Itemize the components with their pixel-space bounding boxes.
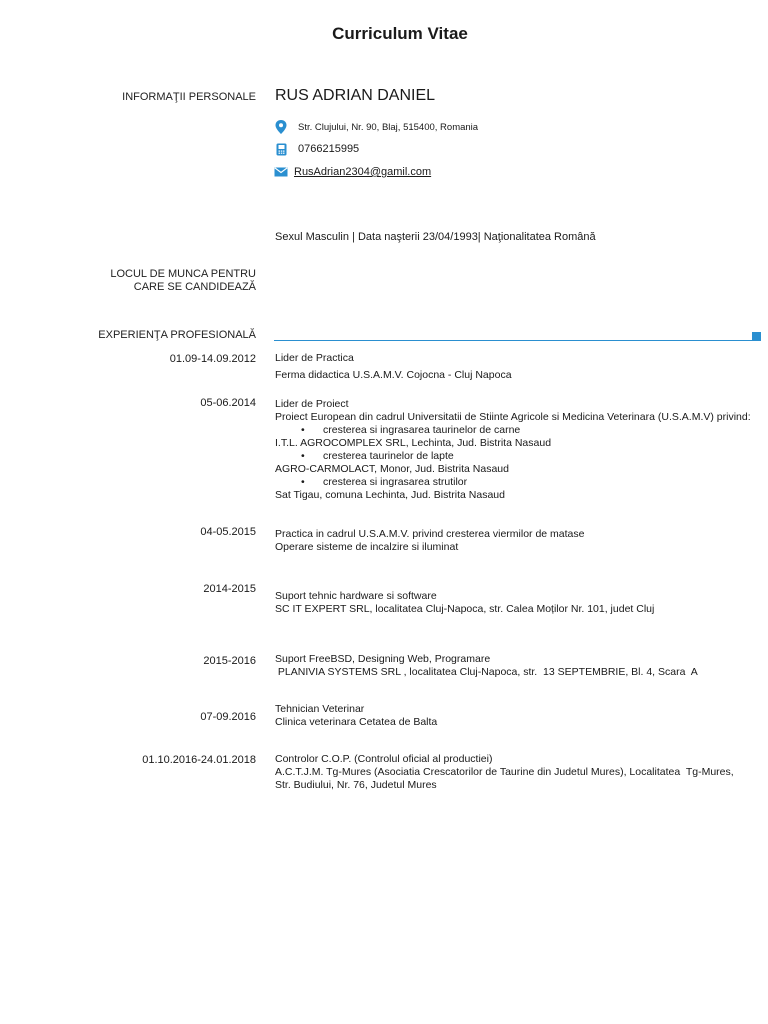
experience-entry <box>275 590 654 616</box>
experience-entry <box>275 352 512 382</box>
experience-entry <box>275 753 734 792</box>
experience-date: 04-05.2015 <box>200 526 256 538</box>
job-title: Practica in cadrul U.S.A.M.V. privind cresterea viermilor de matase <box>275 528 585 540</box>
section-label-experience: EXPERIENŢA PROFESIONALĂ <box>98 329 256 341</box>
employer-line: Ferma didactica U.S.A.M.V. Cojocna - Cluj Napoca <box>275 369 512 381</box>
experience-date: 05-06.2014 <box>200 397 256 409</box>
section-label-personal-info: INFORMAŢII PERSONALE <box>122 91 256 103</box>
employer-address: Str. Budiului, Nr. 76, Judetul Mures <box>275 779 437 791</box>
email-link[interactable]: RusAdrian2304@gamil.com <box>294 166 432 178</box>
section-divider <box>274 340 752 341</box>
experience-date: 07-09.2016 <box>200 711 256 723</box>
experience-date: 2014-2015 <box>203 583 256 595</box>
phone-row <box>274 142 359 156</box>
employer-line: PLANIVIA SYSTEMS SRL , localitatea Cluj-Napoca, str. 13 SEPTEMBRIE, Bl. 4, Scara A <box>275 666 698 678</box>
experience-entry <box>275 703 437 729</box>
job-target-label-line1: LOCUL DE MUNCA PENTRU <box>110 268 256 280</box>
document-title: Curriculum Vitae <box>332 24 468 43</box>
employer-line: Sat Tigau, comuna Lechinta, Jud. Bistrita Nasaud <box>275 489 505 501</box>
bullet-item: • cresterea taurinelor de lapte <box>301 450 454 462</box>
job-title: Lider de Practica <box>275 352 354 364</box>
experience-date: 01.09-14.09.2012 <box>169 353 256 365</box>
job-title: Suport FreeBSD, Designing Web, Programare <box>275 653 491 665</box>
bullet-item: • cresterea si ingrasarea strutilor <box>301 476 468 488</box>
experience-entry <box>275 653 698 679</box>
experience-entry <box>275 398 751 502</box>
email-row <box>274 165 431 179</box>
project-description: Proiect European din cadrul Universitatii de Stiinte Agricole si Medicina Veterinara (U.S.A.M.V) privind: <box>275 411 751 423</box>
candidate-name: RUS ADRIAN DANIEL <box>275 87 436 104</box>
job-title: Controlor C.O.P. (Controlul oficial al productiei) <box>275 753 493 765</box>
experience-date: 2015-2016 <box>203 655 256 667</box>
job-title: Suport tehnic hardware si software <box>275 590 437 602</box>
job-title: Lider de Proiect <box>275 398 349 410</box>
address-text: Str. Clujului, Nr. 90, Blaj, 515400, Romania <box>298 121 479 133</box>
bullet-icon: • <box>301 424 305 436</box>
bullet-icon: • <box>301 476 305 488</box>
personal-details: Sexul Masculin | Data naşterii 23/04/1993| Naţionalitatea Română <box>275 231 596 243</box>
experience-entry <box>275 528 584 554</box>
employer-line: I.T.L. AGROCOMPLEX SRL, Lechinta, Jud. Bistrita Nasaud <box>275 437 552 449</box>
job-target-label-line2: CARE SE CANDIDEAZĂ <box>133 281 256 293</box>
job-detail: Operare sisteme de incalzire si iluminat <box>275 541 459 553</box>
job-title: Tehnician Veterinar <box>275 703 365 715</box>
envelope-icon <box>274 165 288 179</box>
experience-date: 01.10.2016-24.01.2018 <box>142 754 256 766</box>
employer-line: AGRO-CARMOLACT, Monor, Jud. Bistrita Nasaud <box>275 463 509 475</box>
bullet-icon: • <box>301 450 305 462</box>
address-row <box>274 120 478 134</box>
phone-text: 0766215995 <box>298 143 360 155</box>
location-pin-icon <box>274 120 288 134</box>
phone-icon <box>274 142 288 156</box>
section-label-job-target <box>110 268 256 294</box>
bullet-item: • cresterea si ingrasarea taurinelor de carne <box>301 424 521 436</box>
employer-line: A.C.T.J.M. Tg-Mures (Asociatia Crescatorilor de Taurine din Judetul Mures), Localitatea Tg-Mures, <box>275 766 734 778</box>
employer-line: Clinica veterinara Cetatea de Balta <box>275 716 438 728</box>
employer-line: SC IT EXPERT SRL, localitatea Cluj-Napoca, str. Calea Moților Nr. 101, judet Cluj <box>275 603 655 615</box>
section-divider-marker <box>752 332 761 341</box>
